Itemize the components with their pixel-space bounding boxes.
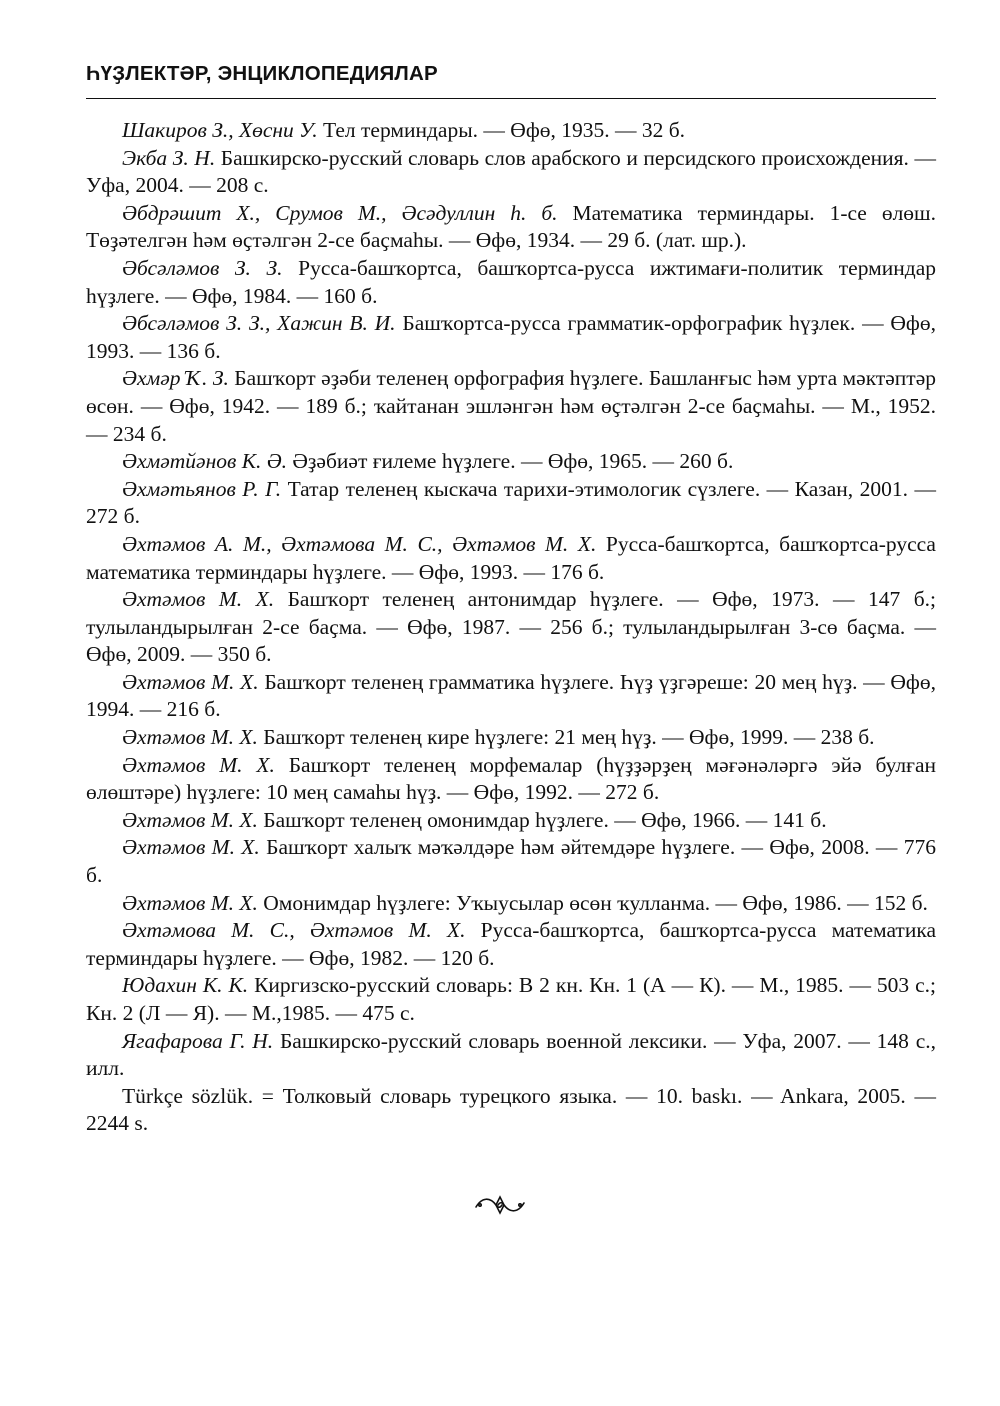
bibliography-entry [86, 586, 936, 669]
entry-text: Башҡорт әҙәби теленең орфография һүҙлеге. Башланғыс һәм урта мәктәптәр өсөн. — Өфө, 1942. — 189 б.; ҡайтанан эшләнгән һәм өҫтәлгән 2-се баҫмаһы. — М., 1952. — 234 б. [86, 366, 936, 446]
entry-text: Русса-башҡортса, башҡортса-русса математика терминдары һүҙлеге. — Өфө, 1993. — 176 б. [86, 531, 936, 584]
entry-text: Математика терминдары. 1-се өлөш. Төҙәтелгән һәм өҫтәлгән 2-се баҫмаһы. — Өфө, 1934. — 29 б. (лат. шр.). [86, 200, 936, 253]
bibliography-entry [86, 724, 936, 752]
bibliography-entry [86, 1083, 936, 1138]
entry-text: Киргизско-русский словарь: В 2 кн. Кн. 1 (А — К). — М., 1985. — 503 с.; Кн. 2 (Л — Я). — М.,1985. — 475 с. [86, 973, 936, 1025]
entry-authors: Әхтәмова М. С., Әхтәмов М. Х. [122, 918, 466, 943]
entry-authors: Әбдрәшит Х., Срумов М., Әсәдуллин һ. б. [122, 200, 558, 225]
entry-authors: Әхмәтйәнов К. Ә. [122, 449, 288, 474]
entry-authors: Әхмәр Ҡ. З. [122, 366, 229, 391]
bibliography-entry [86, 807, 936, 835]
bibliography-entry [86, 531, 936, 586]
entry-authors: Әхтәмов М. Х. [122, 807, 258, 832]
entry-text: Тел терминдары. — Өфө, 1935. — 32 б. [317, 118, 686, 142]
entry-text: Башҡорт теленең омонимдар һүҙлеге. — Өфө, 1966. — 141 б. [257, 807, 827, 832]
entry-text: Русса-башҡортса, башҡортса-русса ижтимағи-политик терминдар һүҙлеге. — Өфө, 1984. — 160 б. [86, 255, 936, 308]
entry-text: Башкирско-русский словарь слов арабского и персидского происхождения. — Уфа, 2004. — 208 с. [86, 145, 936, 198]
bibliography-entry [86, 117, 936, 145]
bibliography-entry [86, 255, 936, 310]
entry-text: Башҡорт теленең кире һүҙлеге: 21 мең һүҙ. — Өфө, 1999. — 238 б. [257, 725, 875, 750]
entry-text: Башҡортса-русса грамматик-орфографик һүҙлек. — Өфө, 1993. — 136 б. [86, 311, 936, 363]
bibliography-entry [86, 476, 936, 531]
entry-authors: Юдахин К. К. [122, 973, 249, 998]
entry-authors: Әхтәмов М. Х. [122, 835, 260, 860]
entry-text: Башкирско-русский словарь военной лексики. — Уфа, 2007. — 148 с., илл. [86, 1028, 937, 1081]
header-rule [86, 98, 936, 99]
entry-authors: Әхтәмов М. Х. [122, 725, 258, 750]
entry-authors: Ягафарова Г. Н. [122, 1028, 274, 1053]
entry-authors: Әхтәмов М. Х. [122, 890, 258, 915]
entry-authors: Әхмәтьянов Р. Г. [122, 476, 282, 501]
fleuron-ornament-icon [474, 1193, 526, 1217]
entry-text: Татар теленең кыскача тарихи-этимологик сүзлеге. — Казан, 2001. — 272 б. [86, 476, 936, 529]
bibliography-entry [86, 972, 936, 1027]
entry-text: Türkçe sözlük. = Толковый словарь турецкого языка. — 10. baskı. — Ankara, 2005. — 2244 s. [86, 1083, 936, 1136]
bibliography-entry [86, 448, 936, 476]
entry-authors: Шакиров З., Хөсни У. [122, 118, 318, 142]
bibliography-entry [86, 1028, 936, 1083]
bibliography-entry [86, 200, 936, 255]
entry-authors: Әхтәмов М. Х. [122, 587, 275, 612]
entry-authors: Әхтәмов А. М., Әхтәмова М. С., Әхтәмов М. Х. [122, 531, 597, 556]
bibliography-entry [86, 917, 936, 972]
entry-authors: Әхтәмов М. Х. [122, 669, 259, 694]
bibliography-list [86, 117, 936, 1138]
entry-text: Русса-башҡортса, башҡортса-русса математика терминдары һүҙлеге. — Өфө, 1982. — 120 б. [86, 918, 936, 970]
entry-text: Башҡорт теленең грамматика һүҙлеге. Һүҙ үҙгәреше: 20 мең һүҙ. — Өфө, 1994. — 216 б. [86, 669, 936, 722]
bibliography-entry [86, 310, 936, 365]
bibliography-entry [86, 145, 936, 200]
entry-text: Башҡорт халыҡ мәҡәлдәре һәм әйтемдәре һүҙлеге. — Өфө, 2008. — 776 б. [86, 835, 936, 888]
bibliography-entry [86, 834, 936, 889]
entry-authors: Әбсәләмов З. З. [122, 255, 283, 280]
bibliography-entry [86, 752, 936, 807]
bibliography-entry [86, 365, 936, 448]
entry-authors: Экба З. Н. [122, 145, 216, 170]
entry-authors: Әбсәләмов З. З., Хажин В. И. [122, 311, 396, 336]
entry-text: Башҡорт теленең морфемалар (һүҙҙәрҙең мәғәнәләргә эйә булған өлөштәре) һүҙлеге: 10 мең самаһы һүҙ. — Өфө, 1992. — 272 б. [86, 752, 936, 805]
entry-text: Омонимдар һүҙлеге: Уҡыусылар өсөн ҡулланма. — Өфө, 1986. — 152 б. [257, 890, 928, 915]
bibliography-entry [86, 669, 936, 724]
entry-authors: Әхтәмов М. Х. [122, 752, 275, 777]
bibliography-entry [86, 890, 936, 918]
entry-text: Әҙәбиәт ғилеме һүҙлеге. — Өфө, 1965. — 260 б. [287, 449, 734, 474]
running-header: ҺҮҘЛЕКТӘР, ЭНЦИКЛОПЕДИЯЛАР [86, 62, 438, 85]
entry-text: Башҡорт теленең антонимдар һүҙлеге. — Өфө, 1973. — 147 б.; тулыландырылған 2-се баҫма. — Өфө, 1987. — 256 б.; тулыландырылған 3-сө баҫма. — Өфө, 2009. — 350 б. [86, 587, 936, 667]
